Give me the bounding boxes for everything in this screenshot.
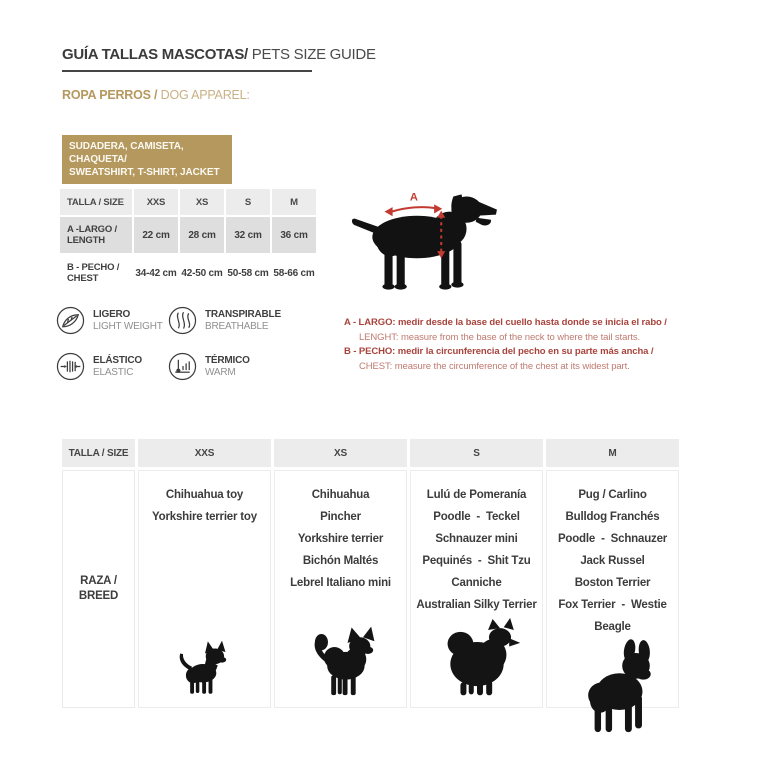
feature-label-en: WARM xyxy=(205,366,236,378)
breed-name: Pequinés - Shit Tzu xyxy=(422,555,531,567)
feature-breathable xyxy=(168,306,328,335)
chest-m-value: 58-66 cm xyxy=(272,255,316,291)
feature-label xyxy=(93,355,142,378)
breed-row-label xyxy=(62,470,135,708)
feature-label-es: TÉRMICO xyxy=(205,355,250,366)
dog-slot xyxy=(431,616,523,707)
breed-table-header-talla: TALLA / SIZE xyxy=(62,439,135,467)
breed-name: Canniche xyxy=(451,577,502,589)
breed-name: Poodle - Schnauzer xyxy=(557,533,668,545)
breed-table-header-xxs: XXS xyxy=(138,439,271,467)
chest-row-label: B - PECHO / CHEST xyxy=(60,255,132,291)
dog-slot xyxy=(300,625,382,707)
chest-xxs-value: 34-42 cm xyxy=(134,255,178,291)
length-arrow xyxy=(384,204,442,216)
breed-name: Australian Silky Terrier xyxy=(416,599,537,611)
breed-cell-xxs xyxy=(138,470,271,708)
banner-line-en: SWEATSHIRT, T-SHIRT, JACKET xyxy=(69,167,220,178)
feature-label xyxy=(205,355,250,378)
feature-label-en: ELASTIC xyxy=(93,366,134,378)
size-table-header-m: M xyxy=(272,189,316,215)
size-table-header-xs: XS xyxy=(180,189,224,215)
length-m-value: 36 cm xyxy=(272,217,316,253)
subtitle-es: ROPA PERROS / xyxy=(62,88,158,102)
garment-type-banner xyxy=(62,135,232,184)
french-bulldog-silhouette xyxy=(567,638,659,736)
breed-name: Pincher xyxy=(320,511,361,523)
length-xxs-value: 22 cm xyxy=(134,217,178,253)
breed-name: Pug / Carlino xyxy=(578,489,647,501)
breed-cell-xs xyxy=(274,470,407,708)
breed-name: Lebrel Italiano mini xyxy=(290,577,391,589)
page-title-es: GUÍA TALLAS MASCOTAS/ xyxy=(62,46,248,63)
long-haired-chihuahua-silhouette xyxy=(300,625,382,700)
note-b-es: B - PECHO: medir la circunferencia del pecho en su parte más ancha / xyxy=(344,346,654,357)
measuring-notes xyxy=(344,316,734,374)
size-table-header-s: S xyxy=(226,189,270,215)
breed-name: Fox Terrier - Westie xyxy=(558,599,667,611)
thermometer-icon xyxy=(168,352,197,381)
feature-warm xyxy=(168,352,328,381)
feature-elastic xyxy=(56,352,168,381)
size-measurements-table xyxy=(60,189,316,291)
breed-name: Chihuahua toy xyxy=(165,489,244,501)
measuring-dog-silhouette xyxy=(348,184,500,294)
section-subtitle xyxy=(62,88,250,102)
feature-label-es: TRANSPIRABLE xyxy=(205,309,281,320)
breed-cell-s xyxy=(410,470,543,708)
breed-name: Lulú de Pomeranía xyxy=(426,489,527,501)
feature-label-es: ELÁSTICO xyxy=(93,355,142,366)
feature-label-es: LIGERO xyxy=(93,309,131,320)
pomeranian-silhouette xyxy=(431,616,523,701)
note-a-en: LENGHT: measure from the base of the neck to where the tail starts. xyxy=(359,331,641,343)
size-table-header-xxs: XXS xyxy=(134,189,178,215)
fabric-features xyxy=(56,306,328,381)
breed-row-label-en: BREED xyxy=(78,590,119,602)
measuring-diagram xyxy=(348,184,500,294)
breed-name: Chihuahua xyxy=(311,489,370,501)
breed-name: Schnauzer mini xyxy=(435,533,518,545)
breed-name: Beagle xyxy=(594,621,631,633)
chest-xs-value: 42-50 cm xyxy=(180,255,224,291)
note-b-en: CHEST: measure the circumference of the chest at its widest part. xyxy=(359,360,630,372)
size-table-header-talla: TALLA / SIZE xyxy=(60,189,132,215)
chest-s-value: 50-58 cm xyxy=(226,255,270,291)
banner-line-es: SUDADERA, CAMISETA, CHAQUETA/ xyxy=(69,141,184,165)
elastic-icon xyxy=(56,352,85,381)
feature-label xyxy=(205,309,281,332)
dog-slot xyxy=(567,638,659,740)
chihuahua-silhouette xyxy=(164,640,246,698)
length-xs-value: 28 cm xyxy=(180,217,224,253)
dog-slot xyxy=(164,640,246,707)
arrow-a-label: A xyxy=(409,191,418,204)
breed-name: Boston Terrier xyxy=(574,577,651,589)
breed-name: Poodle - Teckel xyxy=(433,511,520,523)
breed-table-header-m: M xyxy=(546,439,679,467)
breed-row-label-es: RAZA / xyxy=(80,575,117,587)
page-title xyxy=(62,46,376,72)
breed-name: Bichón Maltés xyxy=(302,555,379,567)
note-a-es: A - LARGO: medir desde la base del cuello hasta donde se inicia el rabo / xyxy=(344,317,667,328)
breed-name: Bulldog Franchés xyxy=(565,511,660,523)
feature-lightweight xyxy=(56,306,168,335)
feature-label-en: LIGHT WEIGHT xyxy=(93,320,163,332)
feather-icon xyxy=(56,306,85,335)
breed-table-header-xs: XS xyxy=(274,439,407,467)
breed-table-header-s: S xyxy=(410,439,543,467)
page-title-en: PETS SIZE GUIDE xyxy=(247,46,376,63)
breed-table xyxy=(62,439,679,708)
subtitle-en: DOG APPAREL: xyxy=(157,88,250,102)
length-row-label: A -LARGO / LENGTH xyxy=(60,217,132,253)
breed-name: Yorkshire terrier xyxy=(297,533,384,545)
breed-name: Yorkshire terrier toy xyxy=(152,511,257,523)
length-s-value: 32 cm xyxy=(226,217,270,253)
breathable-icon xyxy=(168,306,197,335)
feature-label-en: BREATHABLE xyxy=(205,320,269,332)
breed-name: Jack Russel xyxy=(580,555,645,567)
breed-cell-m xyxy=(546,470,679,708)
feature-label xyxy=(93,309,163,332)
